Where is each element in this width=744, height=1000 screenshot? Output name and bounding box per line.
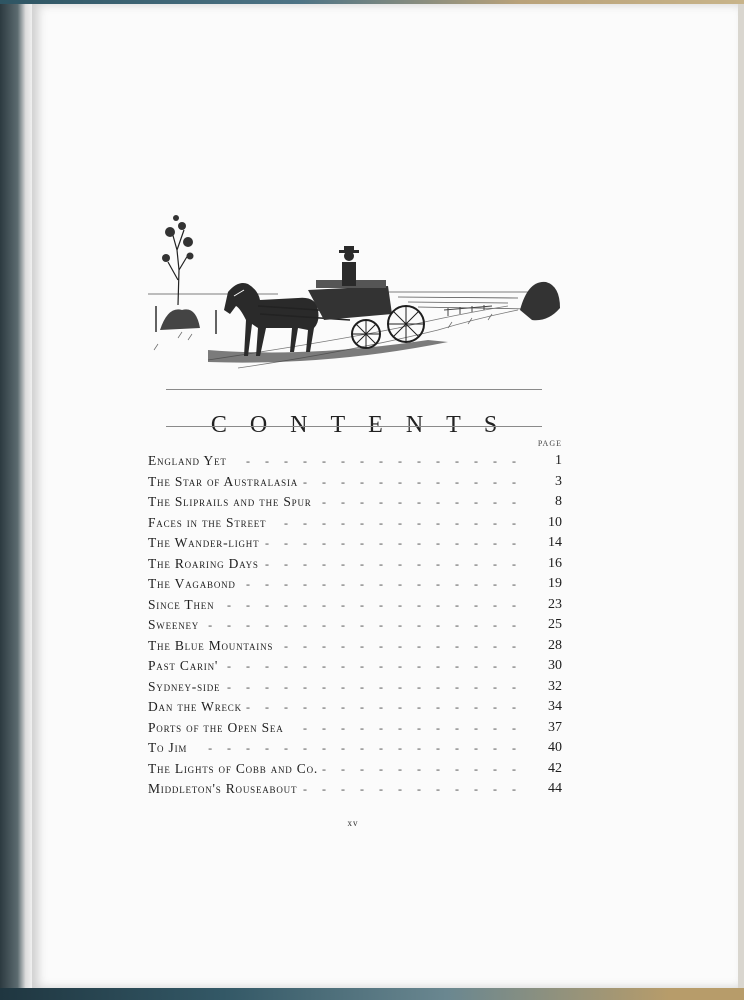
toc-entry-page: 42	[548, 760, 562, 776]
toc-entry-page: 37	[548, 719, 562, 735]
toc-entry	[148, 636, 562, 657]
horse-drawn-cart-illustration	[148, 210, 562, 370]
toc-entry-page: 44	[548, 781, 562, 796]
right-page-edge	[738, 4, 744, 988]
toc-entry-page: 32	[548, 678, 562, 694]
toc-entry	[148, 615, 562, 636]
toc-entry-title: The Star of Australasia	[148, 472, 302, 492]
toc-entry-page: 3	[555, 473, 562, 489]
toc-entry	[148, 697, 562, 718]
toc-entry	[148, 759, 562, 780]
toc-entry-page: 10	[548, 514, 562, 530]
toc-entry	[148, 574, 562, 595]
toc-entry-page: 16	[548, 555, 562, 571]
toc-entry-page: 23	[548, 596, 562, 612]
page-folio: xv	[347, 818, 359, 828]
toc-entry	[148, 451, 562, 472]
toc-entry-page: 34	[548, 699, 562, 714]
toc-entry-title: England Yet	[148, 451, 231, 471]
toc-entry	[148, 533, 562, 554]
toc-entry-title: The Lights of Cobb and Co.	[148, 759, 322, 779]
toc-entry	[148, 513, 562, 534]
toc-entry	[148, 554, 562, 575]
toc-entry-title: To Jim	[148, 738, 191, 758]
dot-leader	[148, 738, 516, 758]
toc-entry-page: 30	[548, 658, 562, 673]
contents-heading: CONTENTS	[210, 412, 521, 439]
toc-entry-title: Sweeney	[148, 615, 203, 635]
toc-entry-page: 25	[548, 617, 562, 632]
heading-rule-top	[166, 389, 542, 390]
toc-entry	[148, 492, 562, 513]
toc-entry-title: Ports of the Open Sea	[148, 718, 288, 738]
toc-entry-title: The Sliprails and the Spur	[148, 492, 316, 512]
toc-entry-title: The Roaring Days	[148, 554, 263, 574]
table-of-contents	[148, 451, 562, 800]
toc-entry	[148, 472, 562, 493]
toc-entry-title: The Vagabond	[148, 574, 240, 594]
toc-entry	[148, 595, 562, 616]
toc-entry-page: 1	[555, 453, 562, 468]
toc-entry	[148, 718, 562, 739]
toc-entry-title: The Blue Mountains	[148, 636, 277, 656]
toc-entry-title: Past Carin'	[148, 656, 222, 676]
toc-entry-page: 40	[548, 740, 562, 755]
toc-entry-title: Dan the Wreck	[148, 697, 246, 717]
toc-entry	[148, 738, 562, 759]
heading-rule-bottom	[166, 426, 542, 427]
toc-entry-page: 19	[548, 576, 562, 591]
toc-entry	[148, 677, 562, 698]
toc-entry-title: Faces in the Street	[148, 513, 270, 533]
toc-entry-page: 14	[548, 535, 562, 550]
dot-leader	[148, 615, 516, 635]
toc-entry-title: The Wander-light	[148, 533, 263, 553]
toc-entry-page: 8	[555, 494, 562, 509]
page-column-label: PAGE	[537, 439, 562, 448]
toc-entry-page: 28	[548, 637, 562, 653]
book-spine-edge	[0, 4, 32, 990]
toc-entry-title: Since Then	[148, 595, 218, 615]
toc-entry	[148, 656, 562, 677]
toc-entry-title: Sydney-side	[148, 677, 224, 697]
bottom-book-edge	[0, 988, 744, 1000]
toc-entry-title: Middleton's Rouseabout	[148, 779, 301, 799]
toc-entry	[148, 779, 562, 800]
